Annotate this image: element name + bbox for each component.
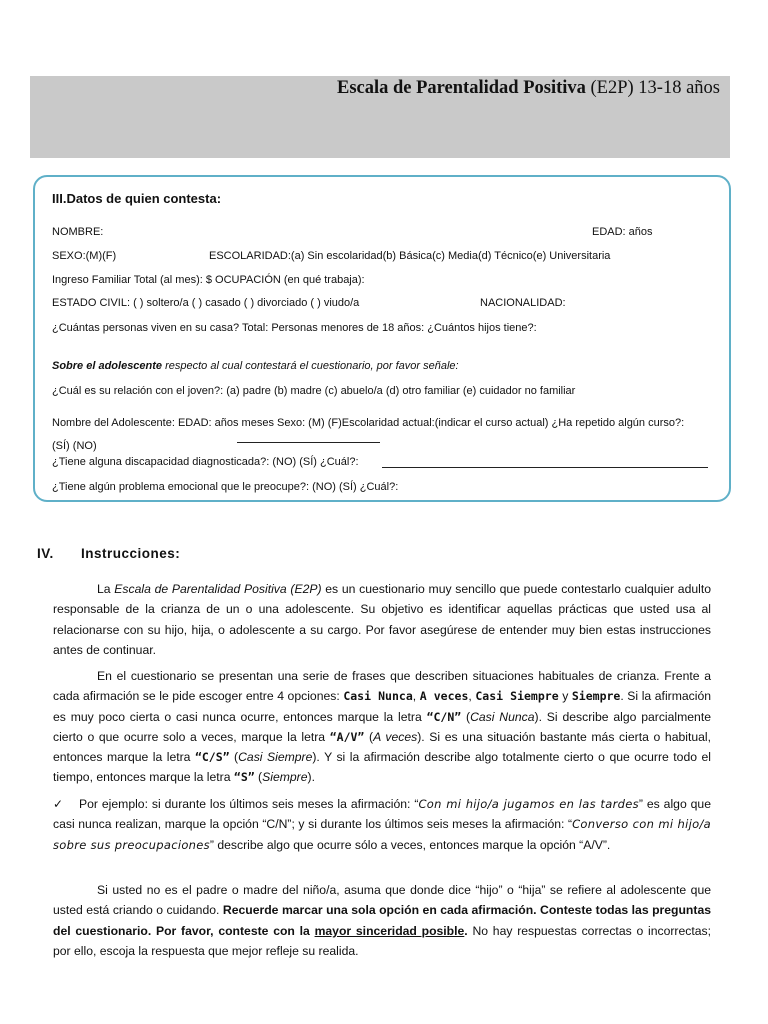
header-band (30, 76, 730, 158)
instructions-example: ✓ Por ejemplo: si durante los últimos seis meses la afirmación: “Con mi hijo/a jugamos en las tardes” es algo que casi nunca realizan, marque la opción “C/N”; y si durante los últimos seis meses la afirmación: “Converso con mi hijo/a sobre sus preocupaciones” describe algo que ocurre sólo a veces, entonces marque la opción “A/V”. (53, 794, 711, 855)
field-problema-emocional[interactable]: ¿Tiene algún problema emocional que le preocupe?: (NO) (SÍ) ¿Cuál?: (52, 481, 399, 493)
field-relacion[interactable]: ¿Cuál es su relación con el joven?: (a) padre (b) madre (c) abuelo/a (d) otro familiar (e) cuidador no familiar (52, 385, 576, 397)
answer-line (237, 442, 380, 443)
field-estado-civil[interactable]: ESTADO CIVIL: ( ) soltero/a ( ) casado ( ) divorciado ( ) viudo/a (52, 297, 360, 309)
field-sexo[interactable]: SEXO:(M)(F) (52, 250, 117, 262)
document-title (337, 78, 720, 99)
field-personas-casa[interactable]: ¿Cuántas personas viven en su casa? Total: Personas menores de 18 años: ¿Cuántos hijos tiene?: (52, 322, 537, 334)
title-bold: Escala de Parentalidad Positiva (336, 78, 586, 98)
answer-line (382, 467, 708, 468)
section-4-title: IV. Instrucciones: (37, 546, 181, 561)
adolescent-heading: Sobre el adolescente respecto al cual contestará el cuestionario, por favor señale: (52, 360, 459, 372)
field-nacionalidad[interactable]: NACIONALIDAD: (480, 297, 566, 309)
field-discapacidad[interactable]: ¿Tiene alguna discapacidad diagnosticada?: (NO) (SÍ) ¿Cuál?: (52, 456, 359, 468)
field-nombre-adolescente[interactable]: Nombre del Adolescente: EDAD: años meses Sexo: (M) (F)Escolaridad actual:(indicar el curso actual) ¿Ha repetido algún curso?: (52, 417, 685, 429)
field-nombre[interactable]: NOMBRE: (52, 226, 104, 238)
field-repetido[interactable]: (SÍ) (NO) (52, 440, 97, 452)
instructions-paragraph-4: Si usted no es el padre o madre del niño/a, asuma que donde dice “hijo” o “hija” se refiere al adolescente que usted está criando o cuidando. Recuerde marcar una sola opción en cada afirmación. Conteste todas las preguntas del cuestionario. Por favor, conteste con la mayor sinceridad posible. No hay respuestas correctas o incorrectas; por ello, escoja la respuesta que mejor refleje su realida. (53, 883, 711, 958)
title-rest: (E2P) 13-18 años (585, 78, 720, 98)
section-3-title: III.Datos de quien contesta: (52, 191, 222, 206)
instructions-paragraph-2: En el cuestionario se presentan una serie de frases que describen situaciones habituales de crianza. Frente a cada afirmación se le pide escoger entre 4 opciones: Casi Nunca, A veces, Casi Siempre y Siempre. Si la afirmación es muy poco cierta o casi nunca ocurre, entonces marque la letra “C/N” (Casi Nunca). Si describe algo parcialmente cierto o que ocurre solo a veces, marque la letra “A/V” (A veces). Si es una situación bastante más cierta o habitual, entonces marque la letra “C/S” (Casi Siempre). Y si la afirmación describe algo totalmente cierto o que ocurre todo el tiempo, entonces marque la letra “S” (Siempre). (53, 669, 711, 785)
field-ingreso-ocupacion[interactable]: Ingreso Familiar Total (al mes): $ OCUPACIÓN (en qué trabaja): (52, 274, 365, 286)
field-edad[interactable]: EDAD: años (592, 226, 653, 238)
instructions-paragraph-1: La Escala de Parentalidad Positiva (E2P) es un cuestionario muy sencillo que puede contestarlo cualquier adulto responsable de la crianza de un o una adolescente. Su objetivo es identificar aquellas prácticas que usted usa al relacionarse con su hijo, hija, o adolescente a su cargo. Por favor asegúrese de entender muy bien estas instrucciones antes de continuar. (53, 582, 711, 657)
checkmark-icon: ✓ (53, 797, 64, 811)
respondent-data-box (33, 175, 731, 502)
field-escolaridad[interactable]: ESCOLARIDAD:(a) Sin escolaridad(b) Básica(c) Media(d) Técnico(e) Universitaria (209, 250, 611, 262)
